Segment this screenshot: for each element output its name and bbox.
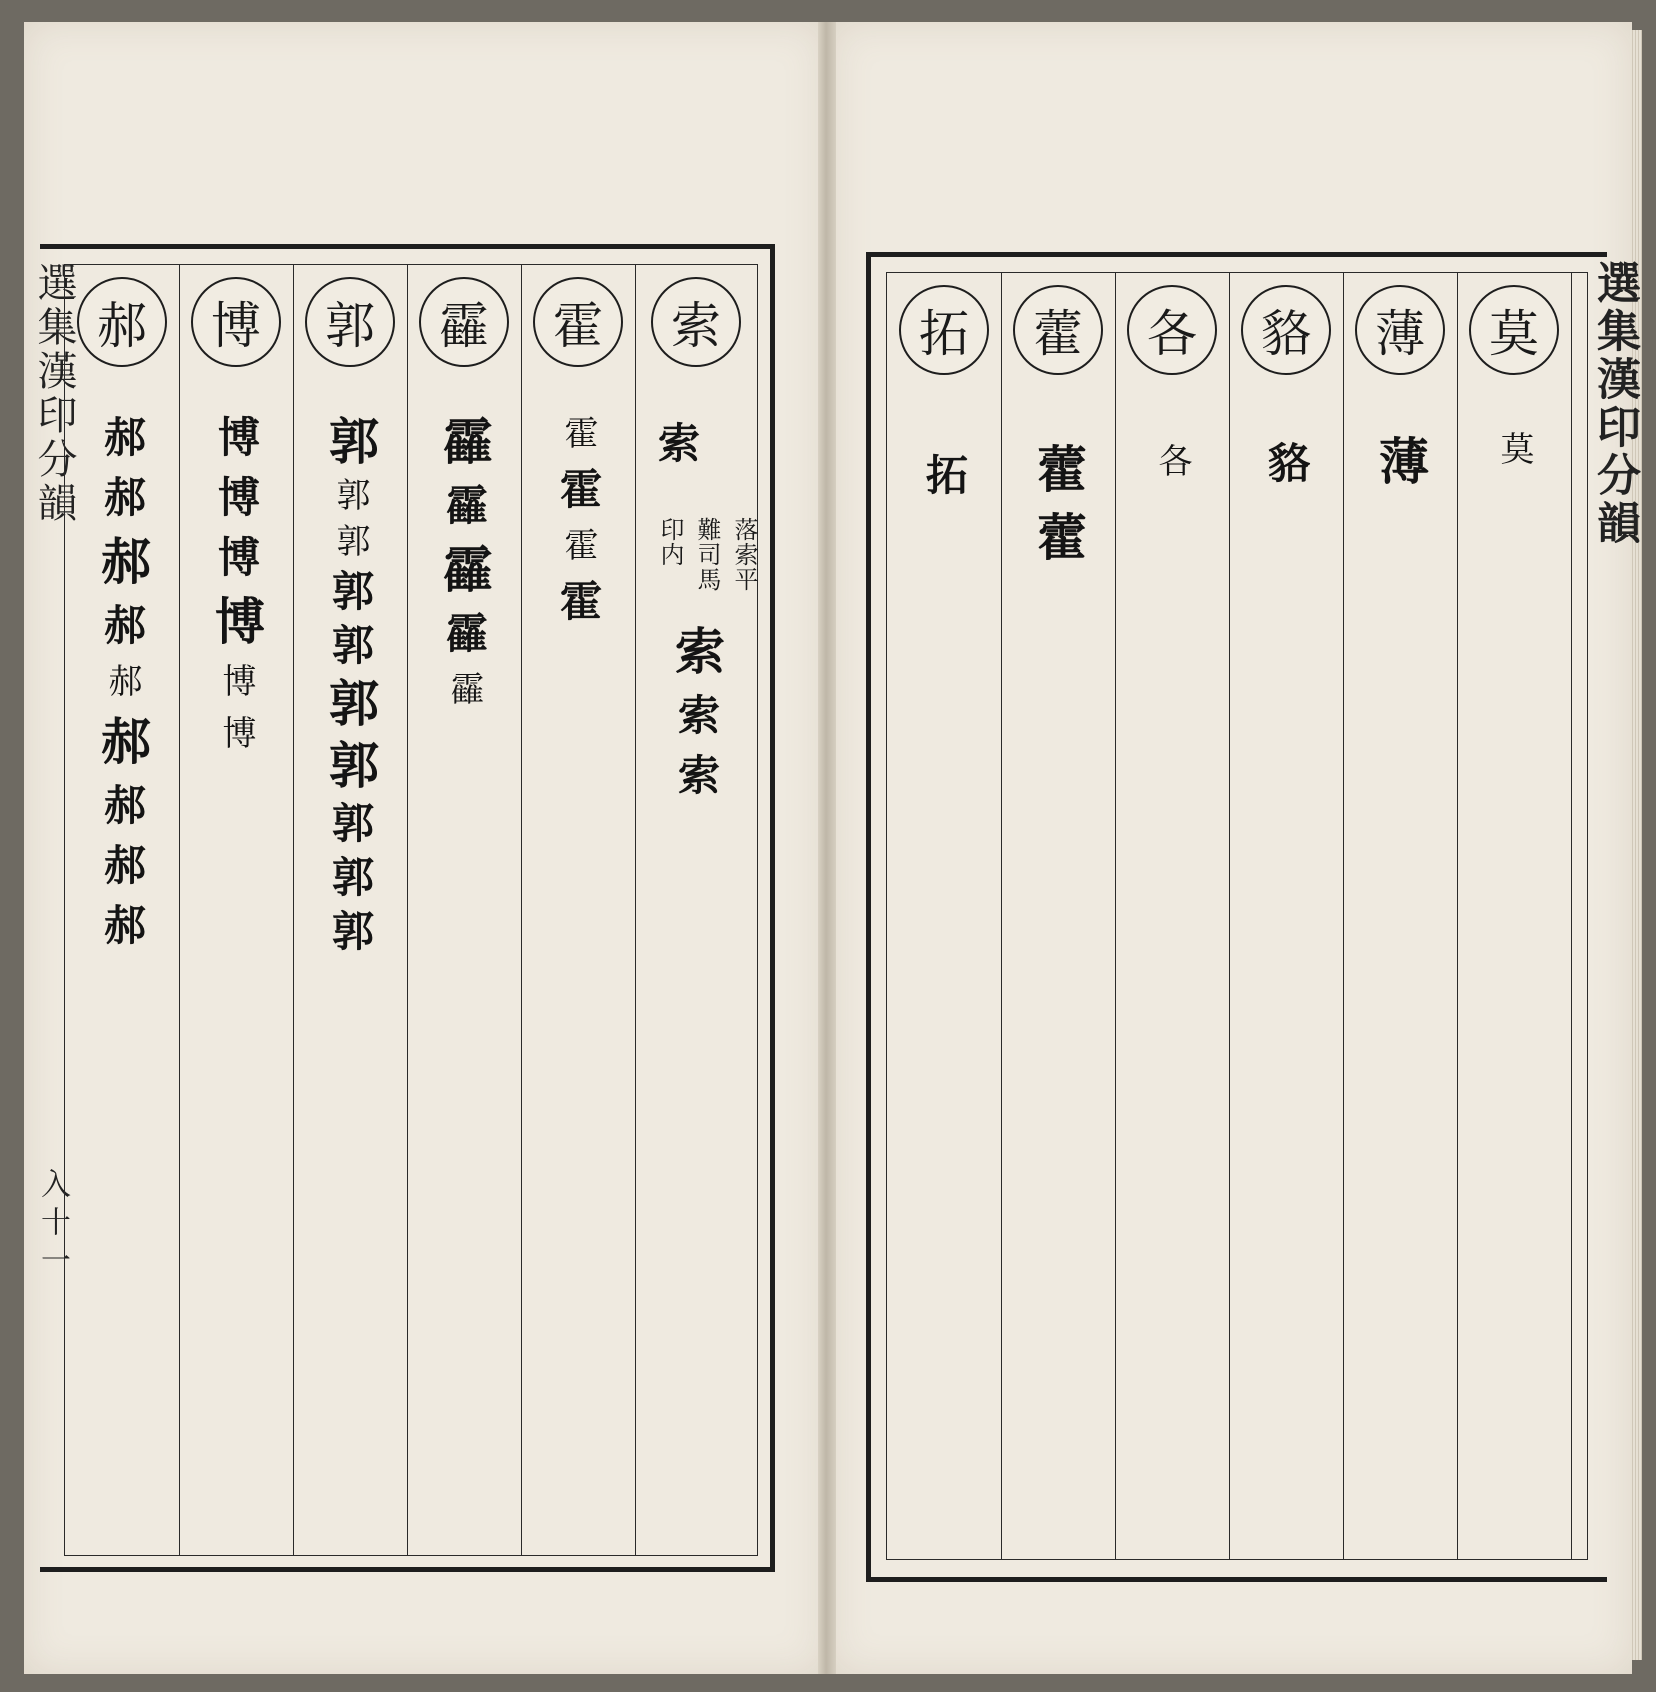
variant-list: [887, 453, 1001, 495]
seal-variant: 郭: [326, 801, 375, 843]
entry-column: [1343, 273, 1458, 1559]
seal-variant: 郝: [98, 603, 147, 645]
head-character: 各: [1127, 285, 1217, 375]
variant-list: [65, 415, 179, 945]
seal-variant: 郝: [102, 663, 142, 697]
right-grid: [886, 272, 1588, 1560]
seal-variant: 郝: [93, 535, 152, 585]
seal-variant: 博: [212, 535, 261, 577]
seal-variant: 郭: [326, 909, 375, 951]
page-number: 入十一: [35, 1168, 70, 1282]
entry-column: [887, 273, 1002, 1559]
seal-variant: 郝: [93, 715, 152, 765]
seal-variant: 博: [212, 415, 261, 457]
head-character: 薄: [1355, 285, 1445, 375]
seal-variant: 霍: [558, 415, 598, 449]
seal-variant: 莫: [1494, 431, 1534, 465]
seal-variant: 拓: [920, 453, 969, 495]
seal-variant: 博: [207, 595, 266, 645]
head-character: 貉: [1241, 285, 1331, 375]
seal-variant: 貉: [1262, 441, 1311, 483]
entry-column: [65, 265, 180, 1555]
seal-variant: 郝: [98, 843, 147, 885]
entry-column: [1001, 273, 1116, 1559]
annotation-note: [653, 517, 762, 592]
head-character: 博: [191, 277, 281, 367]
seal-variant: 郭: [326, 623, 375, 665]
seal-variant: 索: [672, 753, 721, 795]
seal-variant: 郭: [321, 415, 380, 465]
variant-list: [635, 421, 757, 463]
seal-variant: 索: [652, 421, 701, 463]
seal-variant: 靃: [435, 543, 494, 593]
seal-variant: 薄: [1371, 435, 1430, 485]
seal-variant: 藿: [1029, 511, 1088, 561]
variant-list: [1343, 435, 1457, 485]
entry-column: [1457, 273, 1572, 1559]
head-character: 霍: [533, 277, 623, 367]
head-character: 拓: [899, 285, 989, 375]
seal-variant: 靃: [435, 415, 494, 465]
seal-variant: 索: [667, 625, 726, 675]
book-gutter: [818, 22, 836, 1674]
variant-list: [1457, 431, 1571, 465]
seal-variant: 靃: [440, 483, 489, 525]
seal-variant: 郝: [98, 475, 147, 517]
empty-column: [1571, 273, 1587, 1559]
seal-variant: 靃: [444, 671, 484, 705]
seal-variant: 郭: [321, 739, 380, 789]
variant-list: [407, 415, 521, 705]
head-character: 藿: [1013, 285, 1103, 375]
head-character: 郭: [305, 277, 395, 367]
seal-variant: 霍: [554, 579, 603, 621]
seal-variant: 各: [1152, 443, 1192, 477]
head-character: 莫: [1469, 285, 1559, 375]
variant-list: [293, 415, 407, 951]
seal-variant: 郭: [330, 477, 370, 511]
seal-variant: 郝: [98, 903, 147, 945]
variant-list: [179, 415, 293, 749]
left-grid: [64, 264, 758, 1556]
seal-variant: 郭: [321, 677, 380, 727]
seal-variant: 霍: [558, 527, 598, 561]
note-line: 落索平: [730, 517, 758, 592]
entry-column: [1115, 273, 1230, 1559]
variant-list: [1229, 441, 1343, 483]
entry-column: [521, 265, 636, 1555]
entry-column: [635, 265, 757, 1555]
seal-variant: 靃: [440, 611, 489, 653]
head-character: 靃: [419, 277, 509, 367]
seal-variant: 郭: [326, 855, 375, 897]
head-character: 郝: [77, 277, 167, 367]
entry-column: [407, 265, 522, 1555]
seal-variant: 霍: [554, 467, 603, 509]
seal-variant: 郭: [326, 569, 375, 611]
note-line: 印内: [656, 517, 684, 567]
variant-list: [1115, 443, 1229, 477]
seal-variant: 博: [216, 715, 256, 749]
entry-column: [179, 265, 294, 1555]
seal-variant: 博: [216, 663, 256, 697]
variant-list: [635, 625, 757, 795]
seal-variant: 藿: [1029, 443, 1088, 493]
right-page-title: 選集漢印分韻: [1589, 260, 1640, 548]
seal-variant: 索: [672, 693, 721, 735]
entry-column: [293, 265, 408, 1555]
head-character: 索: [651, 277, 741, 367]
note-line: 難司馬: [693, 517, 721, 592]
variant-list: [1001, 443, 1115, 561]
entry-column: [1229, 273, 1344, 1559]
seal-variant: 博: [212, 475, 261, 517]
seal-variant: 郝: [98, 415, 147, 457]
left-page-title: 選集漢印分韻: [31, 262, 77, 526]
variant-list: [521, 415, 635, 621]
seal-variant: 郝: [98, 783, 147, 825]
seal-variant: 郭: [330, 523, 370, 557]
